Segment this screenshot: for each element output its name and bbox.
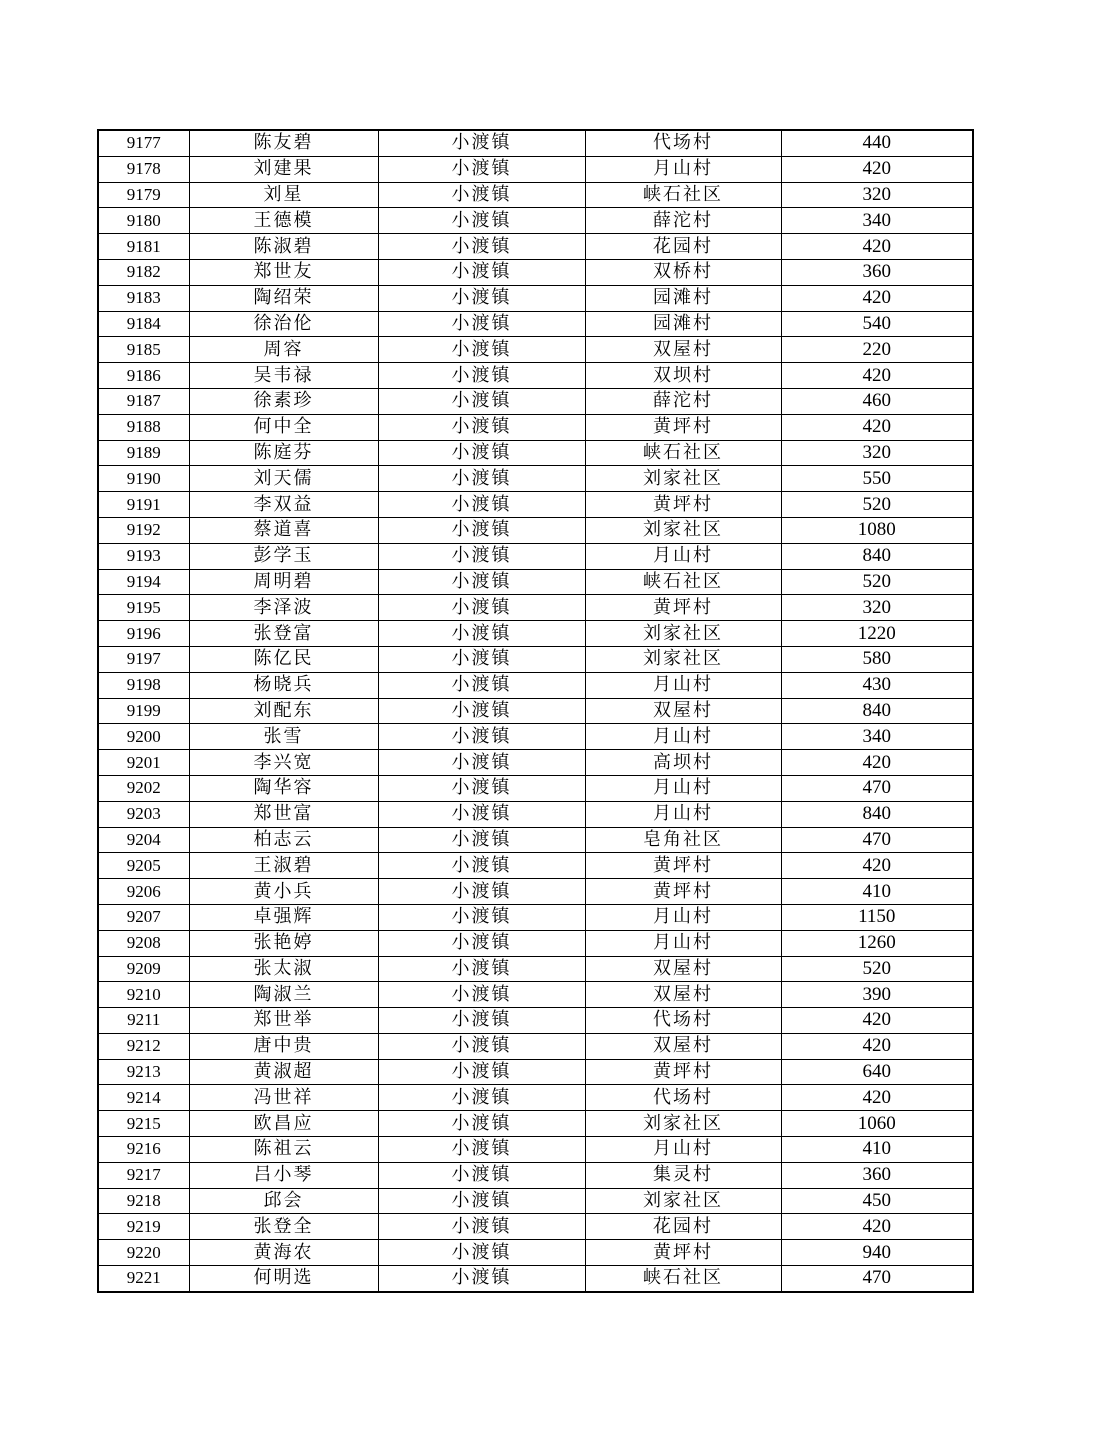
amount-cell: 470 [781, 775, 973, 801]
name-cell: 郑世富 [189, 801, 378, 827]
village-cell: 代场村 [585, 130, 781, 156]
id-cell: 9200 [98, 724, 189, 750]
name-cell: 徐治伦 [189, 311, 378, 337]
town-cell: 小渡镇 [378, 363, 585, 389]
village-cell: 双屋村 [585, 337, 781, 363]
amount-cell: 420 [781, 414, 973, 440]
village-cell: 黄坪村 [585, 595, 781, 621]
amount-cell: 440 [781, 130, 973, 156]
id-cell: 9216 [98, 1137, 189, 1163]
village-cell: 双屋村 [585, 1033, 781, 1059]
name-cell: 柏志云 [189, 827, 378, 853]
village-cell: 代场村 [585, 1085, 781, 1111]
amount-cell: 420 [781, 1008, 973, 1034]
village-cell: 花园村 [585, 234, 781, 260]
town-cell: 小渡镇 [378, 879, 585, 905]
amount-cell: 1220 [781, 621, 973, 647]
town-cell: 小渡镇 [378, 1033, 585, 1059]
name-cell: 刘天儒 [189, 466, 378, 492]
table-row [98, 466, 973, 492]
town-cell: 小渡镇 [378, 698, 585, 724]
name-cell: 何中全 [189, 414, 378, 440]
village-cell: 双桥村 [585, 259, 781, 285]
id-cell: 9193 [98, 543, 189, 569]
name-cell: 张艳婷 [189, 930, 378, 956]
id-cell: 9178 [98, 156, 189, 182]
id-cell: 9203 [98, 801, 189, 827]
id-cell: 9197 [98, 646, 189, 672]
amount-cell: 1150 [781, 904, 973, 930]
name-cell: 刘建果 [189, 156, 378, 182]
id-cell: 9220 [98, 1240, 189, 1266]
name-cell: 欧昌应 [189, 1111, 378, 1137]
id-cell: 9208 [98, 930, 189, 956]
table-row [98, 1266, 973, 1292]
town-cell: 小渡镇 [378, 982, 585, 1008]
name-cell: 刘星 [189, 182, 378, 208]
amount-cell: 420 [781, 285, 973, 311]
village-cell: 黄坪村 [585, 1059, 781, 1085]
amount-cell: 640 [781, 1059, 973, 1085]
table-row [98, 130, 973, 156]
village-cell: 峡石社区 [585, 569, 781, 595]
village-cell: 花园村 [585, 1214, 781, 1240]
id-cell: 9221 [98, 1266, 189, 1292]
table-row [98, 646, 973, 672]
id-cell: 9184 [98, 311, 189, 337]
amount-cell: 580 [781, 646, 973, 672]
name-cell: 陈祖云 [189, 1137, 378, 1163]
village-cell: 刘家社区 [585, 1188, 781, 1214]
town-cell: 小渡镇 [378, 904, 585, 930]
village-cell: 月山村 [585, 543, 781, 569]
table-row [98, 208, 973, 234]
amount-cell: 520 [781, 956, 973, 982]
village-cell: 月山村 [585, 775, 781, 801]
id-cell: 9185 [98, 337, 189, 363]
name-cell: 陈庭芬 [189, 440, 378, 466]
table-row [98, 1240, 973, 1266]
village-cell: 月山村 [585, 904, 781, 930]
name-cell: 李兴宽 [189, 750, 378, 776]
village-cell: 薛沱村 [585, 388, 781, 414]
table-row [98, 182, 973, 208]
town-cell: 小渡镇 [378, 595, 585, 621]
id-cell: 9199 [98, 698, 189, 724]
amount-cell: 420 [781, 234, 973, 260]
amount-cell: 420 [781, 1033, 973, 1059]
name-cell: 陶绍荣 [189, 285, 378, 311]
village-cell: 刘家社区 [585, 1111, 781, 1137]
amount-cell: 450 [781, 1188, 973, 1214]
name-cell: 陈友碧 [189, 130, 378, 156]
town-cell: 小渡镇 [378, 259, 585, 285]
amount-cell: 340 [781, 724, 973, 750]
amount-cell: 430 [781, 672, 973, 698]
village-cell: 刘家社区 [585, 646, 781, 672]
village-cell: 月山村 [585, 672, 781, 698]
table-row [98, 156, 973, 182]
table-row [98, 337, 973, 363]
name-cell: 陶华容 [189, 775, 378, 801]
town-cell: 小渡镇 [378, 801, 585, 827]
village-cell: 薛沱村 [585, 208, 781, 234]
amount-cell: 360 [781, 1162, 973, 1188]
id-cell: 9186 [98, 363, 189, 389]
town-cell: 小渡镇 [378, 672, 585, 698]
table-row [98, 827, 973, 853]
id-cell: 9212 [98, 1033, 189, 1059]
amount-cell: 410 [781, 879, 973, 905]
id-cell: 9192 [98, 517, 189, 543]
name-cell: 卓强辉 [189, 904, 378, 930]
table-row [98, 1214, 973, 1240]
id-cell: 9180 [98, 208, 189, 234]
town-cell: 小渡镇 [378, 311, 585, 337]
id-cell: 9189 [98, 440, 189, 466]
village-cell: 月山村 [585, 1137, 781, 1163]
name-cell: 张雪 [189, 724, 378, 750]
town-cell: 小渡镇 [378, 827, 585, 853]
town-cell: 小渡镇 [378, 956, 585, 982]
id-cell: 9206 [98, 879, 189, 905]
name-cell: 王淑碧 [189, 853, 378, 879]
name-cell: 冯世祥 [189, 1085, 378, 1111]
town-cell: 小渡镇 [378, 1137, 585, 1163]
name-cell: 彭学玉 [189, 543, 378, 569]
town-cell: 小渡镇 [378, 569, 585, 595]
id-cell: 9202 [98, 775, 189, 801]
table-row [98, 1111, 973, 1137]
name-cell: 唐中贵 [189, 1033, 378, 1059]
name-cell: 陈淑碧 [189, 234, 378, 260]
town-cell: 小渡镇 [378, 414, 585, 440]
name-cell: 邱会 [189, 1188, 378, 1214]
town-cell: 小渡镇 [378, 1008, 585, 1034]
amount-cell: 420 [781, 750, 973, 776]
table-row [98, 1033, 973, 1059]
name-cell: 黄淑超 [189, 1059, 378, 1085]
town-cell: 小渡镇 [378, 543, 585, 569]
amount-cell: 360 [781, 259, 973, 285]
village-cell: 园滩村 [585, 311, 781, 337]
village-cell: 黄坪村 [585, 879, 781, 905]
amount-cell: 840 [781, 698, 973, 724]
village-cell: 皂角社区 [585, 827, 781, 853]
name-cell: 郑世友 [189, 259, 378, 285]
name-cell: 李泽波 [189, 595, 378, 621]
name-cell: 吕小琴 [189, 1162, 378, 1188]
town-cell: 小渡镇 [378, 130, 585, 156]
table-row [98, 879, 973, 905]
amount-cell: 320 [781, 182, 973, 208]
town-cell: 小渡镇 [378, 337, 585, 363]
village-cell: 峡石社区 [585, 1266, 781, 1292]
amount-cell: 520 [781, 569, 973, 595]
id-cell: 9195 [98, 595, 189, 621]
table-row [98, 621, 973, 647]
table-row [98, 311, 973, 337]
town-cell: 小渡镇 [378, 853, 585, 879]
id-cell: 9219 [98, 1214, 189, 1240]
name-cell: 李双益 [189, 492, 378, 518]
name-cell: 陈亿民 [189, 646, 378, 672]
town-cell: 小渡镇 [378, 1266, 585, 1292]
id-cell: 9209 [98, 956, 189, 982]
amount-cell: 340 [781, 208, 973, 234]
town-cell: 小渡镇 [378, 466, 585, 492]
village-cell: 黄坪村 [585, 1240, 781, 1266]
village-cell: 刘家社区 [585, 621, 781, 647]
village-cell: 双屋村 [585, 956, 781, 982]
id-cell: 9182 [98, 259, 189, 285]
village-cell: 黄坪村 [585, 414, 781, 440]
town-cell: 小渡镇 [378, 646, 585, 672]
name-cell: 刘配东 [189, 698, 378, 724]
village-cell: 峡石社区 [585, 440, 781, 466]
table-row [98, 363, 973, 389]
name-cell: 张太淑 [189, 956, 378, 982]
table-row [98, 234, 973, 260]
id-cell: 9207 [98, 904, 189, 930]
id-cell: 9205 [98, 853, 189, 879]
data-table [97, 129, 974, 1293]
amount-cell: 410 [781, 1137, 973, 1163]
town-cell: 小渡镇 [378, 1240, 585, 1266]
table-row [98, 853, 973, 879]
table-row [98, 492, 973, 518]
id-cell: 9188 [98, 414, 189, 440]
town-cell: 小渡镇 [378, 388, 585, 414]
name-cell: 徐素珍 [189, 388, 378, 414]
amount-cell: 540 [781, 311, 973, 337]
village-cell: 月山村 [585, 724, 781, 750]
village-cell: 双屋村 [585, 982, 781, 1008]
town-cell: 小渡镇 [378, 1214, 585, 1240]
town-cell: 小渡镇 [378, 285, 585, 311]
amount-cell: 1260 [781, 930, 973, 956]
name-cell: 周明碧 [189, 569, 378, 595]
id-cell: 9213 [98, 1059, 189, 1085]
village-cell: 月山村 [585, 801, 781, 827]
name-cell: 黄小兵 [189, 879, 378, 905]
town-cell: 小渡镇 [378, 1111, 585, 1137]
village-cell: 高坝村 [585, 750, 781, 776]
id-cell: 9204 [98, 827, 189, 853]
id-cell: 9181 [98, 234, 189, 260]
amount-cell: 1060 [781, 1111, 973, 1137]
id-cell: 9214 [98, 1085, 189, 1111]
table-row [98, 1059, 973, 1085]
table-row [98, 414, 973, 440]
id-cell: 9177 [98, 130, 189, 156]
town-cell: 小渡镇 [378, 492, 585, 518]
town-cell: 小渡镇 [378, 517, 585, 543]
amount-cell: 390 [781, 982, 973, 1008]
id-cell: 9215 [98, 1111, 189, 1137]
town-cell: 小渡镇 [378, 621, 585, 647]
table-row [98, 1162, 973, 1188]
table-row [98, 956, 973, 982]
id-cell: 9179 [98, 182, 189, 208]
table-row [98, 672, 973, 698]
table-row [98, 775, 973, 801]
id-cell: 9198 [98, 672, 189, 698]
town-cell: 小渡镇 [378, 182, 585, 208]
village-cell: 代场村 [585, 1008, 781, 1034]
village-cell: 峡石社区 [585, 182, 781, 208]
town-cell: 小渡镇 [378, 440, 585, 466]
name-cell: 周容 [189, 337, 378, 363]
id-cell: 9217 [98, 1162, 189, 1188]
table-row [98, 440, 973, 466]
table-row [98, 569, 973, 595]
village-cell: 刘家社区 [585, 517, 781, 543]
town-cell: 小渡镇 [378, 775, 585, 801]
id-cell: 9201 [98, 750, 189, 776]
id-cell: 9218 [98, 1188, 189, 1214]
amount-cell: 420 [781, 1214, 973, 1240]
table-row [98, 801, 973, 827]
id-cell: 9190 [98, 466, 189, 492]
town-cell: 小渡镇 [378, 1188, 585, 1214]
village-cell: 双屋村 [585, 698, 781, 724]
town-cell: 小渡镇 [378, 1085, 585, 1111]
table-row [98, 595, 973, 621]
name-cell: 陶淑兰 [189, 982, 378, 1008]
name-cell: 张登全 [189, 1214, 378, 1240]
town-cell: 小渡镇 [378, 930, 585, 956]
amount-cell: 420 [781, 853, 973, 879]
table-row [98, 1085, 973, 1111]
amount-cell: 1080 [781, 517, 973, 543]
table-row [98, 388, 973, 414]
name-cell: 蔡道喜 [189, 517, 378, 543]
amount-cell: 840 [781, 543, 973, 569]
table-row [98, 1008, 973, 1034]
id-cell: 9196 [98, 621, 189, 647]
town-cell: 小渡镇 [378, 1059, 585, 1085]
amount-cell: 420 [781, 363, 973, 389]
amount-cell: 470 [781, 827, 973, 853]
name-cell: 何明选 [189, 1266, 378, 1292]
id-cell: 9191 [98, 492, 189, 518]
town-cell: 小渡镇 [378, 1162, 585, 1188]
town-cell: 小渡镇 [378, 724, 585, 750]
village-cell: 月山村 [585, 156, 781, 182]
id-cell: 9183 [98, 285, 189, 311]
village-cell: 黄坪村 [585, 853, 781, 879]
amount-cell: 550 [781, 466, 973, 492]
table-row [98, 285, 973, 311]
amount-cell: 320 [781, 595, 973, 621]
id-cell: 9194 [98, 569, 189, 595]
amount-cell: 420 [781, 1085, 973, 1111]
table-row [98, 750, 973, 776]
town-cell: 小渡镇 [378, 208, 585, 234]
id-cell: 9211 [98, 1008, 189, 1034]
id-cell: 9187 [98, 388, 189, 414]
village-cell: 园滩村 [585, 285, 781, 311]
table-row [98, 982, 973, 1008]
village-cell: 月山村 [585, 930, 781, 956]
table-row [98, 259, 973, 285]
name-cell: 杨晓兵 [189, 672, 378, 698]
village-cell: 双坝村 [585, 363, 781, 389]
amount-cell: 420 [781, 156, 973, 182]
town-cell: 小渡镇 [378, 234, 585, 260]
name-cell: 黄海农 [189, 1240, 378, 1266]
amount-cell: 520 [781, 492, 973, 518]
table-row [98, 930, 973, 956]
town-cell: 小渡镇 [378, 156, 585, 182]
table-row [98, 543, 973, 569]
name-cell: 王德模 [189, 208, 378, 234]
village-cell: 黄坪村 [585, 492, 781, 518]
table-row [98, 1188, 973, 1214]
amount-cell: 940 [781, 1240, 973, 1266]
table-row [98, 1137, 973, 1163]
amount-cell: 840 [781, 801, 973, 827]
amount-cell: 220 [781, 337, 973, 363]
town-cell: 小渡镇 [378, 750, 585, 776]
table-row [98, 517, 973, 543]
data-table-body [98, 130, 973, 1292]
name-cell: 郑世举 [189, 1008, 378, 1034]
amount-cell: 320 [781, 440, 973, 466]
id-cell: 9210 [98, 982, 189, 1008]
name-cell: 吴韦禄 [189, 363, 378, 389]
table-row [98, 724, 973, 750]
amount-cell: 460 [781, 388, 973, 414]
table-row [98, 698, 973, 724]
table-row [98, 904, 973, 930]
name-cell: 张登富 [189, 621, 378, 647]
village-cell: 刘家社区 [585, 466, 781, 492]
village-cell: 集灵村 [585, 1162, 781, 1188]
amount-cell: 470 [781, 1266, 973, 1292]
